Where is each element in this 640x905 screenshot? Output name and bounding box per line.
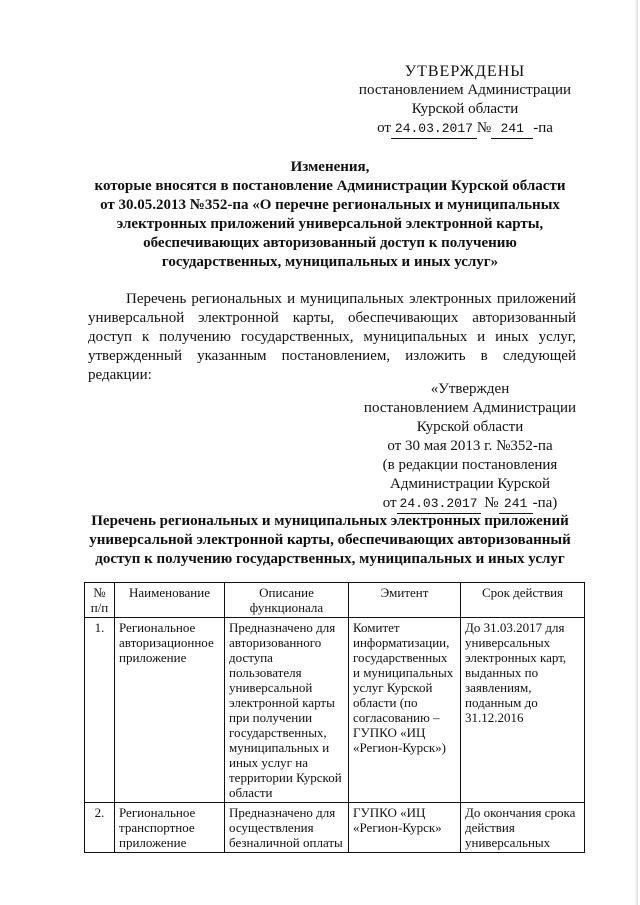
col-header-number: № п/п: [85, 583, 115, 618]
cell-name: Региональное транспортное приложение: [115, 803, 225, 853]
heading-line: которые вносятся в постановление Администрации Курской области: [94, 178, 566, 194]
table-row: [85, 803, 585, 853]
approval-number: 241: [491, 119, 533, 139]
scan-edge-shadow: [635, 0, 638, 905]
quote-prefix: от: [382, 495, 397, 511]
heading-line: от 30.05.2013 №352-па «О перечне региональных и муниципальных: [100, 197, 560, 213]
quote-line: Администрации Курской: [389, 476, 550, 492]
approval-num-sign: №: [476, 120, 492, 136]
body-text: Перечень региональных и муниципальных электронных приложений универсальной электронной карты, обеспечивающих авторизованный доступ к получению государственных, муниципальных и иных услуг, утвержденный указанным постановлением, изложить в следующей редакции:: [88, 291, 576, 383]
quote-num-sign: №: [484, 495, 499, 511]
list-heading: [70, 512, 590, 569]
col-header-validity: Срок действия: [461, 583, 585, 618]
cell-validity: До 31.03.2017 для универсальных электронных карт, выданных по заявлениям, поданным до 31.12.2016: [461, 618, 585, 803]
col-header-name: Наименование: [115, 583, 225, 618]
heading-line: Изменения,: [290, 159, 370, 175]
list-heading-line: доступ к получению государственных, муниципальных и иных услуг: [95, 551, 565, 567]
quote-line: (в редакции постановления: [382, 457, 558, 473]
approval-title: УТВЕРЖДЕНЫ: [404, 63, 526, 80]
cell-issuer: ГУПКО «ИЦ «Регион-Курск»: [349, 803, 461, 853]
quote-suffix: -па): [532, 495, 558, 511]
heading-line: государственных, муниципальных и иных услуг»: [161, 254, 499, 270]
quote-line: от 30 мая 2013 г. №352-па: [387, 438, 553, 454]
cell-name: Региональное авторизационное приложение: [115, 618, 225, 803]
approval-date: 24.03.2017: [391, 119, 477, 139]
quoted-approval: [338, 380, 602, 514]
heading-line: электронных приложений универсальной электронной карты,: [116, 216, 544, 232]
list-heading-line: универсальной электронной карты, обеспечивающих авторизованный: [89, 532, 571, 548]
body-paragraph: [88, 290, 576, 385]
heading-line: обеспечивающих авторизованный доступ к получению: [143, 235, 517, 251]
list-heading-line: Перечень региональных и муниципальных электронных приложений: [91, 513, 569, 529]
approval-line1: постановлением Администрации: [358, 82, 572, 98]
quote-line: постановлением Администрации: [363, 400, 577, 416]
table-row: [85, 618, 585, 803]
quote-number: 241: [499, 494, 533, 514]
approval-suffix: -па: [533, 120, 553, 136]
approval-date-line: [330, 119, 600, 139]
quote-date-line: [338, 494, 602, 514]
approval-line2: Курской области: [411, 101, 519, 117]
cell-description: Предназначено для осуществления безналичной оплаты: [225, 803, 349, 853]
quote-date: 24.03.2017: [397, 494, 481, 514]
cell-description: Предназначено для авторизованного доступа пользователя универсальной электронной карты при получении государственных, муниципальных и иных услуг на территории Курской области: [225, 618, 349, 803]
col-header-description: Описание функционала: [225, 583, 349, 618]
cell-issuer: Комитет информатизации, государственных и муниципальных услуг Курской области (по согласованию – ГУПКО «ИЦ «Регион-Курск»): [349, 618, 461, 803]
approval-stamp: [330, 62, 600, 139]
approval-prefix: от: [377, 120, 391, 136]
applications-table: [84, 582, 585, 853]
cell-validity: До окончания срока действия универсальных: [461, 803, 585, 853]
table-header-row: [85, 583, 585, 618]
cell-number: 1.: [85, 618, 115, 803]
quote-line: «Утвержден: [430, 381, 510, 397]
quote-line: Курской области: [416, 419, 524, 435]
cell-number: 2.: [85, 803, 115, 853]
document-heading: [60, 158, 600, 272]
col-header-issuer: Эмитент: [349, 583, 461, 618]
